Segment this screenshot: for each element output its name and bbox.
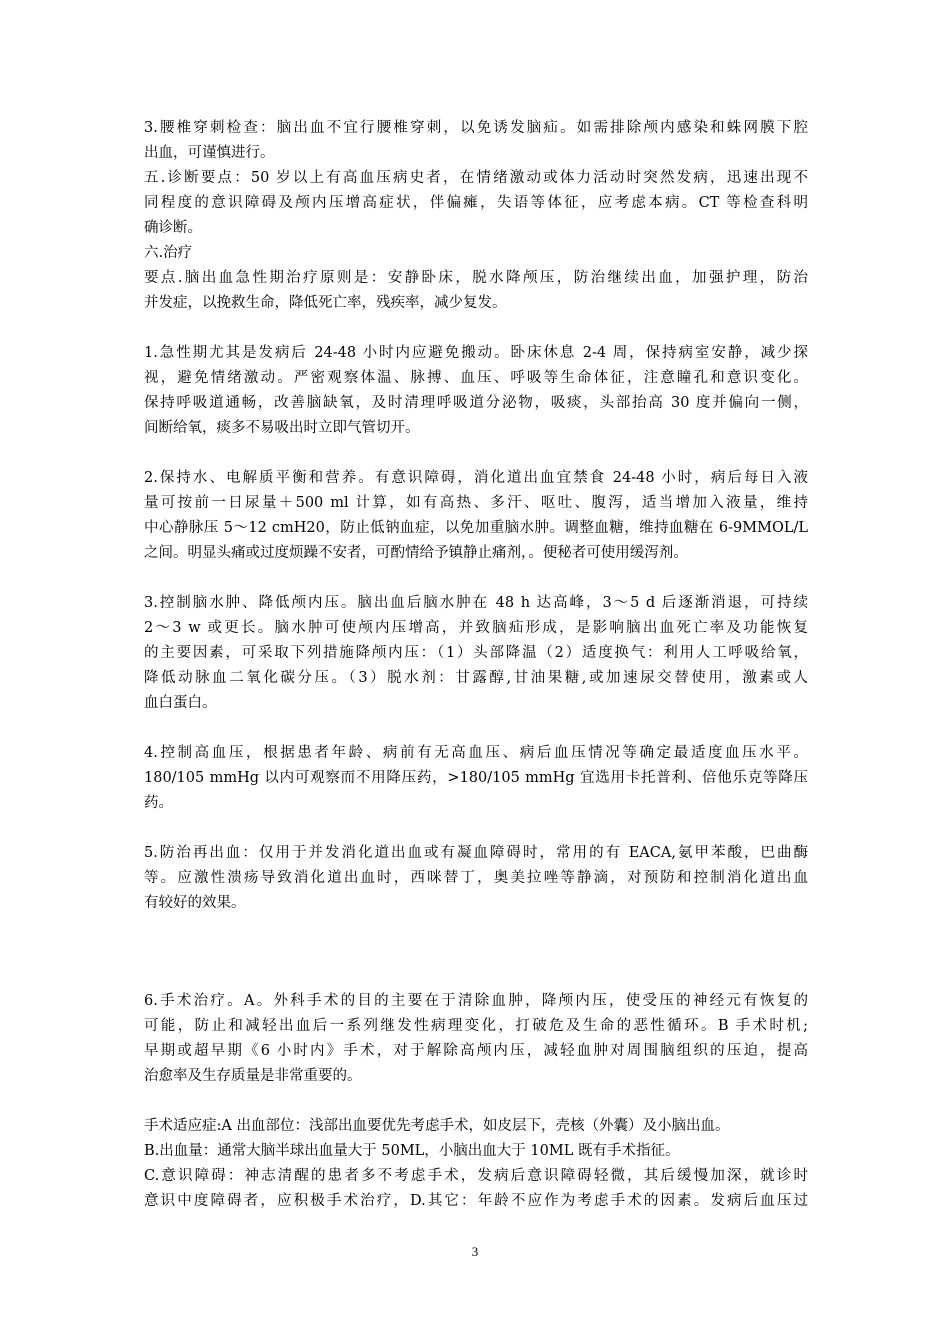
text-line: 6.手术治疗。A。外科手术的目的主要在于清除血肿，降颅内压，使受压的神经元有恢复的 bbox=[144, 993, 808, 1009]
text-line: 可能，防止和减轻出血后一系列继发性病理变化，打破危及生命的恶性循环。B 手术时机; bbox=[144, 1018, 808, 1034]
text-line: 有较好的效果。 bbox=[144, 895, 246, 911]
paragraph-treatment-principles bbox=[144, 266, 808, 316]
text-line: 3.腰椎穿刺检查：脑出血不宜行腰椎穿刺，以免诱发脑疝。如需排除颅内感染和蛛网膜下腔 bbox=[144, 120, 808, 136]
text-line: 2.保持水、电解质平衡和营养。有意识障碍，消化道出血宜禁食 24-48 小时，病后每日入液 bbox=[144, 470, 808, 486]
paragraph-gap bbox=[144, 1089, 808, 1114]
text-line: 手术适应症:A 出血部位：浅部出血要优先考虑手术，如皮层下，壳核（外囊）及小脑出血。 bbox=[144, 1118, 730, 1134]
text-line: 量可按前一日尿量＋500 ml 计算，如有高热、多汗、呕吐、腹泻，适当增加入液量，维持 bbox=[144, 495, 808, 511]
paragraph-gap bbox=[144, 441, 808, 466]
text-line: 血白蛋白。 bbox=[144, 695, 217, 711]
text-line: 同程度的意识障碍及颅内压增高症状，伴偏瘫，失语等体征，应考虑本病。CT 等检查科明 bbox=[144, 195, 808, 211]
paragraph-surgery bbox=[144, 989, 808, 1089]
text-line: B.出血量：通常大脑半球出血量大于 50ML，小脑出血大于 10ML 既有手术指征。 bbox=[144, 1143, 680, 1159]
paragraph-diagnosis bbox=[144, 166, 808, 241]
text-line: 5.防治再出血：仅用于并发消化道出血或有凝血障碍时，常用的有 EACA,氨甲苯酸，巴曲酶 bbox=[144, 845, 808, 861]
text-line: 2～3 w 或更长。脑水肿可使颅内压增高，并致脑疝形成，是影响脑出血死亡率及功能恢复 bbox=[144, 620, 808, 636]
paragraph-gap bbox=[144, 916, 808, 989]
text-line: 确诊断。 bbox=[144, 220, 202, 236]
paragraph-gap bbox=[144, 566, 808, 591]
text-line: 4.控制高血压，根据患者年龄、病前有无高血压、病后血压情况等确定最适度血压水平。 bbox=[144, 745, 808, 761]
text-line: 之间。明显头痛或过度烦躁不安者，可酌情给予镇静止痛剂，。便秘者可使用缓泻剂。 bbox=[144, 545, 688, 561]
paragraph-hypertension bbox=[144, 741, 808, 816]
text-line: 180/105 mmHg 以内可观察而不用降压药，>180/105 mmHg 宜选用卡托普利、倍他乐克等降压 bbox=[144, 770, 808, 786]
text-line: 的主要因素，可采取下列措施降颅内压：（1）头部降温（2）适度换气：利用人工呼吸给氧， bbox=[144, 645, 808, 661]
page-number: 3 bbox=[471, 1244, 479, 1259]
text-line: 中心静脉压 5～12 cmH20，防止低钠血症，以免加重脑水肿。调整血糖，维持血糖在 6-9MMOL/L bbox=[144, 520, 808, 536]
text-line: 早期或超早期《6 小时内》手术，对于解除高颅内压，减轻血肿对周围脑组织的压迫，提高 bbox=[144, 1043, 808, 1059]
text-line: 要点.脑出血急性期治疗原则是：安静卧床，脱水降颅压，防治继续出血，加强护理，防治 bbox=[144, 270, 808, 286]
text-line: 五.诊断要点：50 岁以上有高血压病史者，在情绪激动或体力活动时突然发病，迅速出现不 bbox=[144, 170, 808, 186]
text-line: 治愈率及生存质量是非常重要的。 bbox=[144, 1068, 362, 1084]
text-line: 出血，可谨慎进行。 bbox=[144, 145, 275, 161]
text-line: 降低动脉血二氧化碳分压。（3）脱水剂：甘露醇,甘油果糖,或加速尿交替使用，激素或人 bbox=[144, 670, 808, 686]
paragraph-gap bbox=[144, 716, 808, 741]
text-line: 保持呼吸道通畅，改善脑缺氧，及时清理呼吸道分泌物，吸痰，头部抬高 30 度并偏向一侧， bbox=[144, 395, 808, 411]
paragraph-lumbar-puncture bbox=[144, 116, 808, 166]
text-line: 药。 bbox=[144, 795, 173, 811]
text-line: 视，避免情绪激动。严密观察体温、脉搏、血压、呼吸等生命体征，注意瞳孔和意识变化。 bbox=[144, 370, 808, 386]
paragraph-brain-edema bbox=[144, 591, 808, 716]
text-line: 并发症，以挽救生命，降低死亡率，残疾率，减少复发。 bbox=[144, 295, 507, 311]
text-line: 间断给氧，痰多不易吸出时立即气管切开。 bbox=[144, 420, 420, 436]
paragraph-gap bbox=[144, 816, 808, 841]
text-line: 1.急性期尤其是发病后 24-48 小时内应避免搬动。卧床休息 2-4 周，保持病室安静，减少探 bbox=[144, 345, 808, 361]
paragraph-rebleeding bbox=[144, 841, 808, 916]
text-line: 六.治疗 bbox=[144, 245, 193, 261]
paragraph-gap bbox=[144, 316, 808, 341]
paragraph-fluid-electrolyte bbox=[144, 466, 808, 566]
paragraph-acute-phase bbox=[144, 341, 808, 441]
document-body bbox=[144, 116, 808, 1214]
text-line: C.意识障碍：神志清醒的患者多不考虑手术，发病后意识障碍轻微，其后缓慢加深，就诊时 bbox=[144, 1168, 808, 1184]
text-line: 意识中度障碍者，应积极手术治疗，D.其它：年龄不应作为考虑手术的因素。发病后血压过 bbox=[144, 1193, 808, 1209]
text-line: 3.控制脑水肿、降低颅内压。脑出血后脑水肿在 48 h 达高峰，3～5 d 后逐渐消退，可持续 bbox=[144, 595, 808, 611]
paragraph-surgical-indications bbox=[144, 1114, 808, 1214]
text-line: 等。应激性溃疡导致消化道出血时，西咪替丁，奥美拉唑等静滴，对预防和控制消化道出血 bbox=[144, 870, 808, 886]
section-heading-treatment bbox=[144, 241, 808, 266]
